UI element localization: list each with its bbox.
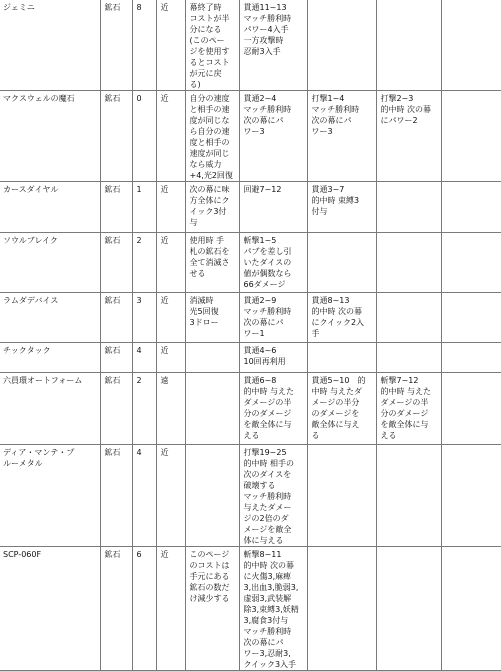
cell-text-line: 速度が同じ <box>189 149 230 158</box>
table-row <box>0 293 501 343</box>
dice-3-cell <box>376 343 441 373</box>
cell-text-line: 付与 <box>311 207 328 216</box>
cell-text-line: け減少する <box>189 594 230 603</box>
cell-text-line: と相手の速 <box>189 105 230 114</box>
cell-text-line: 体に与える <box>243 536 284 545</box>
card-range-cell: 遠 <box>156 373 185 445</box>
cell-text-line: マッチ勝利時 <box>243 627 292 636</box>
card-effect-cell <box>185 547 239 671</box>
cell-text-line: ダメージの半 <box>243 398 292 407</box>
card-type-cell: 鉱石 <box>100 547 132 671</box>
cell-text-line: 与えたダメー <box>243 503 292 512</box>
cell-text-line: 斬撃1~5 <box>243 236 277 245</box>
cell-text-line: マッチ勝利時 <box>243 14 292 23</box>
cell-text-line: 使用時 手 <box>189 236 225 245</box>
cell-text-line: 的中時 次の幕 <box>311 307 363 316</box>
table-row <box>0 547 501 671</box>
dice-4-cell <box>441 547 501 671</box>
cell-text-line: 次の幕にパ <box>243 638 284 647</box>
card-type-cell: 鉱石 <box>100 233 132 293</box>
dice-1-cell <box>239 373 307 445</box>
cell-text-line: 次の幕にパ <box>311 116 352 125</box>
dice-2-cell <box>307 373 376 445</box>
cell-text-line: せる <box>189 269 206 278</box>
cell-text-line: ジの2倍のダ <box>243 514 289 523</box>
card-range-cell: 近 <box>156 182 185 233</box>
cell-text-line: 打撃2~3 <box>380 94 414 103</box>
cell-text-line: メージの半分 <box>311 398 360 407</box>
cell-text-line: パワー4入手 <box>243 25 289 34</box>
card-name-cell: ジェミニ <box>0 0 100 91</box>
cell-text-line: +4,光2回復 <box>189 171 233 180</box>
cell-text-line: る) <box>189 80 201 89</box>
cell-text-line: 方全体にク <box>189 196 230 205</box>
card-type-cell: 鉱石 <box>100 91 132 182</box>
cell-text-line: 的中時 束縛3 <box>311 196 360 205</box>
cell-text-line: 手 <box>311 329 320 338</box>
cell-text-line: 貫通3~7 <box>311 185 345 194</box>
dice-3-cell <box>376 373 441 445</box>
card-effect-cell <box>185 373 239 445</box>
card-cost-cell: 4 <box>132 343 156 373</box>
cell-text-line: 次の幕に味 <box>189 185 230 194</box>
card-cost-cell: 0 <box>132 91 156 182</box>
dice-3-cell <box>376 293 441 343</box>
card-cost-cell: 2 <box>132 233 156 293</box>
card-range-cell: 近 <box>156 547 185 671</box>
card-range-cell: 近 <box>156 0 185 91</box>
cell-text-line: える <box>380 431 397 440</box>
dice-2-cell <box>307 233 376 293</box>
card-name-cell <box>0 445 100 547</box>
cell-text-line: (このペー <box>189 36 225 45</box>
dice-4-cell <box>441 91 501 182</box>
cell-text-line: 与 <box>189 218 198 227</box>
card-cost-cell: 4 <box>132 445 156 547</box>
cell-text-line: メージを敵全 <box>243 525 292 534</box>
cell-text-line: 破壊する <box>243 481 276 490</box>
cell-text-line: いたダイスの <box>243 258 292 267</box>
cell-text-line: が元に戻 <box>189 69 222 78</box>
dice-3-cell <box>376 91 441 182</box>
dice-3-cell <box>376 547 441 671</box>
cell-text-line: 鉱石の数だ <box>189 583 230 592</box>
cell-text-line: 3,腐食3付与 <box>243 616 289 625</box>
table-row <box>0 91 501 182</box>
dice-4-cell <box>441 0 501 91</box>
dice-4-cell <box>441 182 501 233</box>
card-range-cell: 近 <box>156 91 185 182</box>
cell-text-line: ワー3 <box>311 127 333 136</box>
cell-text-line: 次の幕にパ <box>243 116 284 125</box>
card-type-cell: 鉱石 <box>100 182 132 233</box>
card-type-cell: 鉱石 <box>100 445 132 547</box>
card-effect-cell <box>185 343 239 373</box>
card-name-cell: チックタック <box>0 343 100 373</box>
cell-text-line: コストが半 <box>189 14 230 23</box>
cell-text-line: る <box>311 431 320 440</box>
cell-text-line: マッチ勝利時 <box>243 492 292 501</box>
dice-1-cell <box>239 547 307 671</box>
cell-text-line: 10回再利用 <box>243 357 286 366</box>
cell-text-line: 的中時 与えた <box>380 387 432 396</box>
cell-text-line: 貫通6~8 <box>243 376 277 385</box>
cell-text-line: 度と相手の <box>189 138 230 147</box>
cell-text-line: なら威力 <box>189 160 222 169</box>
cell-text-line: 分のダメージ <box>243 409 292 418</box>
card-type-cell: 鉱石 <box>100 343 132 373</box>
cell-text-line: 次のダイスを <box>243 470 292 479</box>
card-cost-cell: 2 <box>132 373 156 445</box>
dice-1-cell <box>239 91 307 182</box>
cell-text-line: 光5回復 <box>189 307 219 316</box>
cell-text-line: 値が偶数なら <box>243 269 292 278</box>
dice-3-cell <box>376 233 441 293</box>
card-cost-cell: 1 <box>132 182 156 233</box>
card-range-cell: 近 <box>156 293 185 343</box>
dice-3-cell <box>376 182 441 233</box>
card-name-cell: ソウルブレイク <box>0 233 100 293</box>
dice-2-cell <box>307 547 376 671</box>
cell-text-line: 3ドロー <box>189 318 219 327</box>
cell-text-line: 次の幕にパ <box>243 318 284 327</box>
cell-text-line: ら自分の速 <box>189 127 230 136</box>
cell-text-line: 貫通5~10 的 <box>311 376 366 385</box>
card-name-cell: SCP-060F <box>0 547 100 671</box>
card-effect-cell <box>185 293 239 343</box>
cell-text-line: このページ <box>189 550 230 559</box>
card-name-line: ルーメタル <box>3 459 43 468</box>
cell-text-line: 幕終了時 <box>189 3 222 12</box>
cell-text-line: 的中時 相手の <box>243 459 295 468</box>
cell-text-line: マッチ勝利時 <box>243 105 292 114</box>
cell-text-line: 除3,束縛3,妖精 <box>243 605 299 614</box>
cell-text-line: 手元にある <box>189 572 230 581</box>
card-cost-cell: 6 <box>132 547 156 671</box>
cell-text-line: 貫通2~4 <box>243 94 277 103</box>
card-effect-cell <box>185 182 239 233</box>
dice-2-cell <box>307 182 376 233</box>
card-name-cell: ラムダデバイス <box>0 293 100 343</box>
cell-text-line: ワー3,忍耐3, <box>243 649 291 658</box>
cell-text-line: える <box>243 431 260 440</box>
cell-text-line: 打撃1~4 <box>311 94 345 103</box>
dice-1-cell <box>239 343 307 373</box>
card-effect-cell <box>185 0 239 91</box>
card-name-cell: カースダイヤル <box>0 182 100 233</box>
card-effect-cell <box>185 445 239 547</box>
cell-text-line: るとコスト <box>189 58 230 67</box>
cell-text-line: 札の鉱石を <box>189 247 230 256</box>
cell-text-line: を敵全体に与 <box>243 420 292 429</box>
card-cost-cell: 8 <box>132 0 156 91</box>
cell-text-line: 貫通11~13 <box>243 3 287 12</box>
cell-text-line: マッチ勝利時 <box>243 307 292 316</box>
cell-text-line: 貫通4~6 <box>243 346 277 355</box>
dice-2-cell <box>307 0 376 91</box>
cell-text-line: 中時 与えたダ <box>311 387 363 396</box>
card-range-cell: 近 <box>156 233 185 293</box>
cell-text-line: 忍耐3入手 <box>243 47 281 56</box>
cell-text-line: 的中時 与えた <box>243 387 295 396</box>
cell-text-line: 一方攻撃時 <box>243 36 284 45</box>
cell-text-line: 斬撃8~11 <box>243 550 282 559</box>
dice-1-cell <box>239 293 307 343</box>
cell-text-line: 分になる <box>189 25 222 34</box>
dice-4-cell <box>441 233 501 293</box>
cell-text-line: のダメージを <box>311 409 360 418</box>
cell-text-line: にクイック2入 <box>311 318 365 327</box>
cell-text-line: 貫通2~9 <box>243 296 277 305</box>
cell-text-line: 全て消滅さ <box>189 258 230 267</box>
card-type-cell: 鉱石 <box>100 373 132 445</box>
table-row <box>0 343 501 373</box>
cell-text-line: ジを使用す <box>189 47 230 56</box>
card-name-cell: 六員環オートフォーム <box>0 373 100 445</box>
cell-text-line: 打撃19~25 <box>243 448 287 457</box>
cell-text-line: のコストは <box>189 561 230 570</box>
card-name-line: ディア・マンテ・プ <box>3 448 75 457</box>
cell-text-line: 66ダメージ <box>243 280 286 289</box>
card-cost-cell: 3 <box>132 293 156 343</box>
dice-3-cell <box>376 445 441 547</box>
cell-text-line: にパワー2 <box>380 116 418 125</box>
cell-text-line: 消滅時 <box>189 296 214 305</box>
table-row <box>0 0 501 91</box>
cell-text-line: 斬撃7~12 <box>380 376 419 385</box>
table-row <box>0 182 501 233</box>
card-name-cell: マクスウェルの魔石 <box>0 91 100 182</box>
dice-1-cell <box>239 182 307 233</box>
card-type-cell: 鉱石 <box>100 293 132 343</box>
cell-text-line: イック3付 <box>189 207 227 216</box>
card-range-cell: 近 <box>156 343 185 373</box>
card-type-cell: 鉱石 <box>100 0 132 91</box>
cell-text-line: ダメージの半 <box>380 398 429 407</box>
dice-2-cell <box>307 293 376 343</box>
table-row <box>0 233 501 293</box>
cell-text-line: 自分の速度 <box>189 94 230 103</box>
cell-text-line: 虚弱3,武装解 <box>243 594 292 603</box>
cell-text-line: ワー1 <box>243 329 265 338</box>
dice-2-cell <box>307 343 376 373</box>
cell-text-line: パブを差し引 <box>243 247 292 256</box>
cell-text-line: マッチ勝利時 <box>311 105 360 114</box>
table-row <box>0 445 501 547</box>
dice-4-cell <box>441 293 501 343</box>
cell-text-line: に火傷3,麻痺 <box>243 572 292 581</box>
dice-1-cell <box>239 445 307 547</box>
dice-1-cell <box>239 233 307 293</box>
cell-text-line: 貫通8~13 <box>311 296 350 305</box>
cell-text-line: 度が同じな <box>189 116 230 125</box>
dice-2-cell <box>307 445 376 547</box>
cell-text-line: 分のダメージ <box>380 409 429 418</box>
dice-4-cell <box>441 373 501 445</box>
cell-text-line: クイック3入手 <box>243 660 297 669</box>
card-effect-cell <box>185 233 239 293</box>
card-range-cell: 近 <box>156 445 185 547</box>
cell-text-line: 的中時 次の幕 <box>380 105 432 114</box>
cell-text-line: 回避7~12 <box>243 185 282 194</box>
dice-2-cell <box>307 91 376 182</box>
cell-text-line: ワー3 <box>243 127 265 136</box>
cell-text-line: 3,出血3,脆弱3, <box>243 583 299 592</box>
cell-text-line: 的中時 次の幕 <box>243 561 295 570</box>
table-row <box>0 373 501 445</box>
dice-4-cell <box>441 445 501 547</box>
cell-text-line: 敵全体に与え <box>311 420 360 429</box>
dice-3-cell <box>376 0 441 91</box>
cell-text-line: を敵全体に与 <box>380 420 429 429</box>
dice-1-cell <box>239 0 307 91</box>
card-effect-cell <box>185 91 239 182</box>
dice-4-cell <box>441 343 501 373</box>
